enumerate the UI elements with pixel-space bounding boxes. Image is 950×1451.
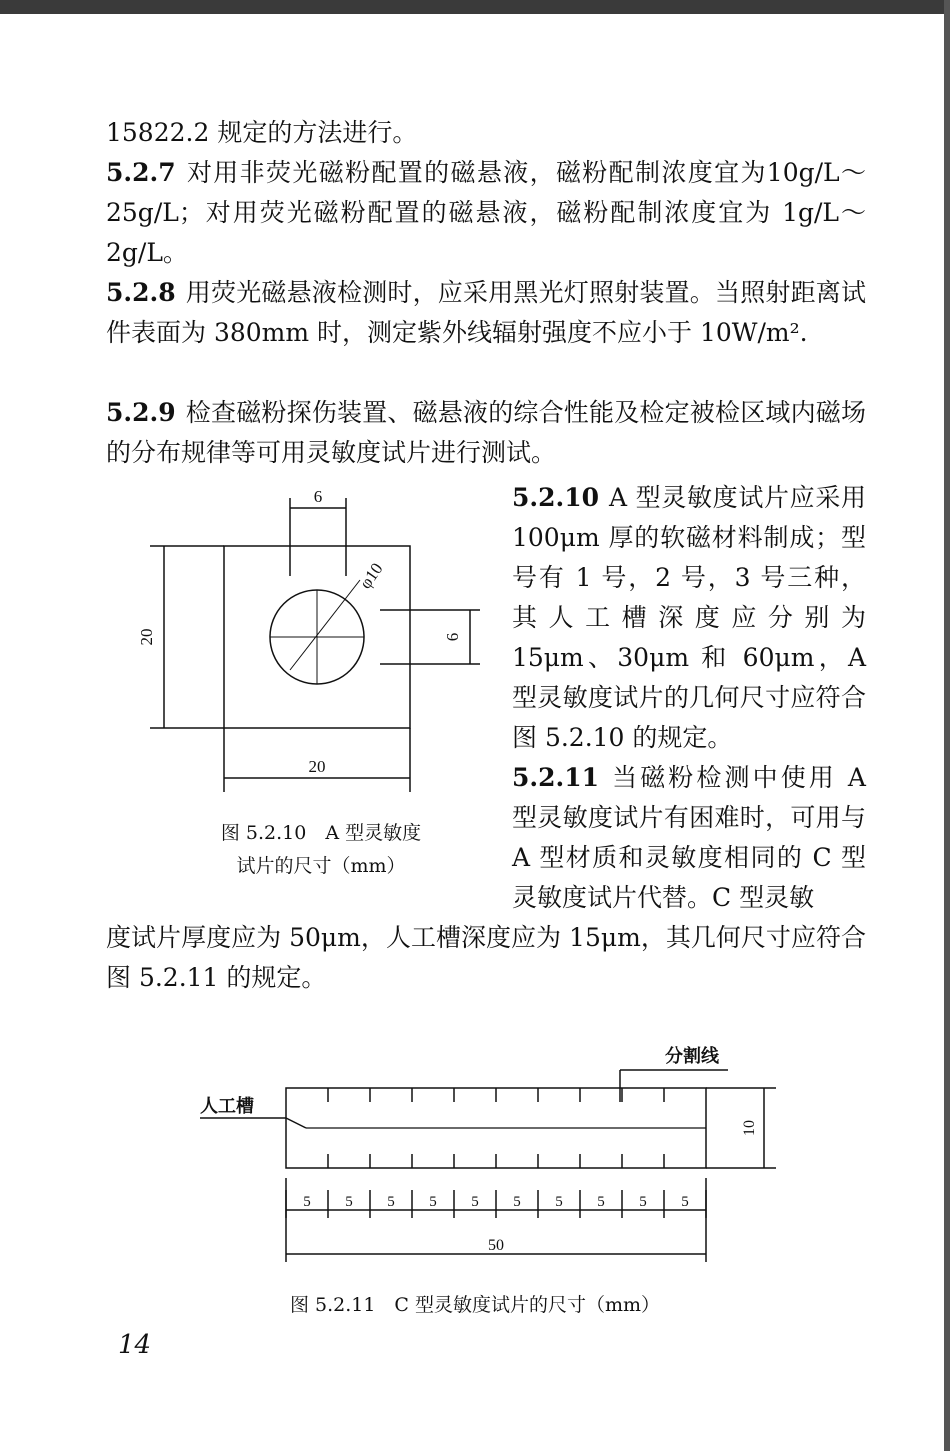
dim-circle: φ10	[355, 559, 387, 593]
clause-text: 对用非荧光磁粉配置的磁悬液，磁粉配制浓度宜为10g/L～25g/L；对用荧光磁粉配置的磁悬液，磁粉配制浓度宜为 1g/L～2g/L。	[106, 158, 866, 267]
segment-label: 5	[345, 1194, 353, 1210]
segment-label: 5	[513, 1194, 521, 1210]
clause-number: 5.2.8	[106, 278, 176, 307]
dim-bottom: 20	[308, 757, 326, 776]
segment-label: 5	[303, 1194, 311, 1210]
paragraph-5-2-8	[106, 273, 866, 353]
dim-top: 6	[313, 487, 323, 506]
paragraph-5-2-9	[106, 393, 866, 473]
segment-label: 5	[639, 1194, 647, 1210]
clause-text: 当磁粉检测中使用 A 型灵敏度试片有困难时，可用与 A 型材质和灵敏度相同的 C 型灵敏度试片代替。C 型灵敏	[512, 763, 866, 912]
figure-5-2-11-caption: 图 5.2.11 C 型灵敏度试片的尺寸（mm）	[289, 1294, 661, 1316]
clause-number: 5.2.7	[106, 158, 176, 187]
split-line-label: 分割线	[665, 1046, 719, 1066]
segment-label: 5	[597, 1194, 605, 1210]
paragraph-5-2-11	[512, 758, 866, 918]
caption-line-2: 试片的尺寸（mm）	[236, 855, 406, 877]
page-number: 14	[118, 1330, 152, 1360]
dim-height: 10	[741, 1120, 758, 1136]
clause-text: 用荧光磁悬液检测时，应采用黑光灯照射装置。当照射距离试件表面为 380mm 时，测定紫外线辐射强度不应小于 10W/m².	[106, 278, 866, 347]
groove-label: 人工槽	[200, 1096, 254, 1116]
figure-5-2-11	[180, 1040, 800, 1280]
right-border	[944, 0, 950, 1451]
clause-number: 5.2.10	[512, 483, 599, 512]
clause-text: 检查磁粉探伤装置、磁悬液的综合性能及检定被检区域内磁场的分布规律等可用灵敏度试片进行测试。	[106, 398, 866, 467]
segment-label: 5	[429, 1194, 437, 1210]
clause-number: 5.2.9	[106, 398, 176, 427]
dim-left: 20	[137, 628, 156, 646]
figure-5-2-10-caption	[176, 818, 466, 878]
segment-label: 5	[555, 1194, 563, 1210]
top-border	[0, 0, 950, 14]
dim-total: 50	[488, 1237, 504, 1254]
segment-label: 5	[681, 1194, 689, 1210]
segment-label: 5	[387, 1194, 395, 1210]
segment-label: 5	[471, 1194, 479, 1210]
figure-5-2-10	[130, 480, 500, 800]
clause-number: 5.2.11	[512, 763, 599, 792]
caption-line-1: 图 5.2.10 A 型灵敏度	[220, 822, 422, 844]
paragraph-continued: 15822.2 规定的方法进行。	[106, 118, 418, 147]
paragraph-5-2-7	[106, 153, 866, 273]
clause-text: A 型灵敏度试片应采用 100μm 厚的软磁材料制成；型号有 1 号，2 号，3 号三种，其人工槽深度应分别为 15μm、30μm 和 60μm，A 型灵敏度试片的几何尺寸应符合图 5.2.10 的规定。	[512, 483, 866, 752]
paragraph-5-2-10	[512, 478, 866, 758]
paragraph-5-2-11-continued: 度试片厚度应为 50μm，人工槽深度应为 15μm，其几何尺寸应符合图 5.2.11 的规定。	[106, 923, 866, 992]
dim-right: 6	[443, 632, 462, 642]
